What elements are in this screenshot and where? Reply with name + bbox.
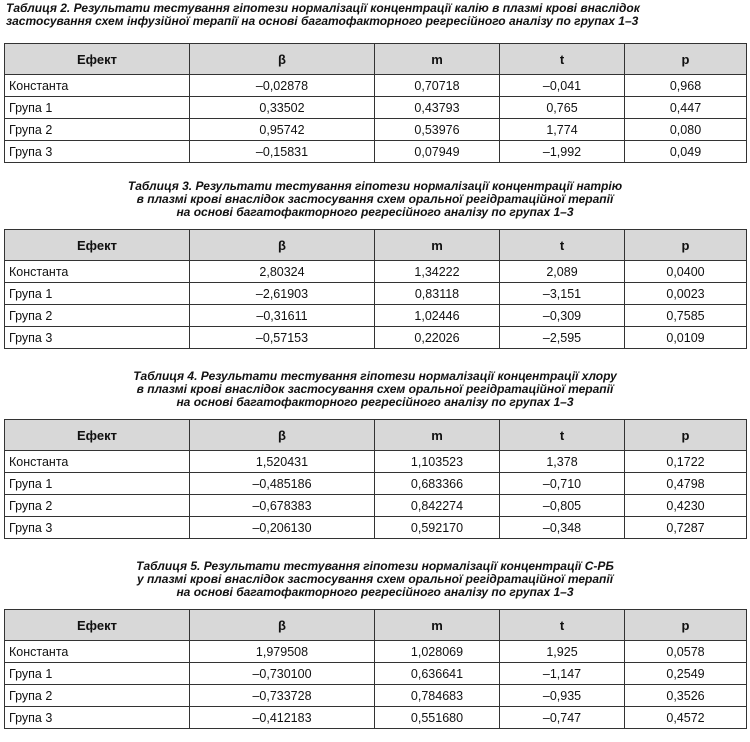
cell-p: 0,0109 xyxy=(625,327,747,349)
cell-m: 0,43793 xyxy=(375,97,500,119)
cell-p: 0,080 xyxy=(625,119,747,141)
cell-t: 0,765 xyxy=(500,97,625,119)
caption-line: на основі багатофакторного регресійного аналізу по групах 1–3 xyxy=(176,205,574,219)
cell-beta: –0,57153 xyxy=(190,327,375,349)
cell-effect: Група 2 xyxy=(5,305,190,327)
col-header-p: p xyxy=(625,610,747,641)
col-header-m: m xyxy=(375,44,500,75)
table-row xyxy=(5,141,747,163)
table-row xyxy=(5,641,747,663)
table-row xyxy=(5,473,747,495)
cell-p: 0,0578 xyxy=(625,641,747,663)
table-row xyxy=(5,283,747,305)
table-5 xyxy=(4,609,747,729)
cell-p: 0,0400 xyxy=(625,261,747,283)
cell-beta: –0,02878 xyxy=(190,75,375,97)
col-header-t: t xyxy=(500,44,625,75)
cell-effect: Група 1 xyxy=(5,473,190,495)
caption-line: застосування схем інфузійної терапії на основі багатофакторного регресійного аналізу по групах 1–3 xyxy=(6,14,639,28)
caption-line: на основі багатофакторного регресійного аналізу по групах 1–3 xyxy=(176,585,574,599)
cell-m: 0,70718 xyxy=(375,75,500,97)
col-header-effect: Ефект xyxy=(5,420,190,451)
cell-effect: Група 3 xyxy=(5,141,190,163)
col-header-t: t xyxy=(500,420,625,451)
col-header-p: p xyxy=(625,44,747,75)
table-2 xyxy=(4,43,747,163)
cell-t: 1,378 xyxy=(500,451,625,473)
cell-m: 0,07949 xyxy=(375,141,500,163)
cell-p: 0,2549 xyxy=(625,663,747,685)
cell-p: 0,7585 xyxy=(625,305,747,327)
table-3-block xyxy=(0,179,750,345)
cell-effect: Група 3 xyxy=(5,327,190,349)
cell-p: 0,7287 xyxy=(625,517,747,539)
table-row xyxy=(5,327,747,349)
cell-t: –1,992 xyxy=(500,141,625,163)
cell-m: 0,784683 xyxy=(375,685,500,707)
cell-t: –0,935 xyxy=(500,685,625,707)
col-header-effect: Ефект xyxy=(5,230,190,261)
cell-t: –0,309 xyxy=(500,305,625,327)
col-header-beta: β xyxy=(190,420,375,451)
cell-t: –0,348 xyxy=(500,517,625,539)
cell-effect: Константа xyxy=(5,641,190,663)
cell-t: –1,147 xyxy=(500,663,625,685)
table-4-caption xyxy=(0,370,750,409)
col-header-m: m xyxy=(375,610,500,641)
cell-beta: –0,730100 xyxy=(190,663,375,685)
cell-m: 0,22026 xyxy=(375,327,500,349)
col-header-p: p xyxy=(625,230,747,261)
cell-p: 0,1722 xyxy=(625,451,747,473)
cell-t: 1,925 xyxy=(500,641,625,663)
caption-line: Таблиця 5. Результати тестування гіпотези нормалізації концентрації С-РБ xyxy=(136,559,614,573)
table-row xyxy=(5,97,747,119)
cell-m: 1,34222 xyxy=(375,261,500,283)
caption-line: Таблиця 2. Результати тестування гіпотези нормалізації концентрації калію в плазмі крові внаслідок xyxy=(6,1,640,15)
table-row xyxy=(5,119,747,141)
cell-p: 0,4572 xyxy=(625,707,747,729)
table-header-row xyxy=(5,610,747,641)
cell-m: 0,551680 xyxy=(375,707,500,729)
col-header-t: t xyxy=(500,610,625,641)
cell-p: 0,4230 xyxy=(625,495,747,517)
cell-m: 0,842274 xyxy=(375,495,500,517)
cell-effect: Група 1 xyxy=(5,283,190,305)
table-row xyxy=(5,451,747,473)
caption-line: у плазмі крові внаслідок застосування схем оральної регідратаційної терапії xyxy=(136,572,614,586)
table-5-block xyxy=(0,559,750,725)
col-header-p: p xyxy=(625,420,747,451)
caption-line: Таблиця 3. Результати тестування гіпотези нормалізації концентрації натрію xyxy=(127,179,623,193)
cell-t: –2,595 xyxy=(500,327,625,349)
cell-p: 0,0023 xyxy=(625,283,747,305)
cell-m: 0,83118 xyxy=(375,283,500,305)
cell-t: –0,805 xyxy=(500,495,625,517)
col-header-beta: β xyxy=(190,44,375,75)
cell-beta: –0,733728 xyxy=(190,685,375,707)
table-4 xyxy=(4,419,747,539)
cell-m: 0,636641 xyxy=(375,663,500,685)
cell-beta: 1,979508 xyxy=(190,641,375,663)
table-row xyxy=(5,305,747,327)
table-row xyxy=(5,517,747,539)
cell-m: 0,53976 xyxy=(375,119,500,141)
table-header-row xyxy=(5,44,747,75)
table-3-caption xyxy=(0,180,750,219)
cell-p: 0,447 xyxy=(625,97,747,119)
table-header-row xyxy=(5,420,747,451)
caption-line: на основі багатофакторного регресійного аналізу по групах 1–3 xyxy=(176,395,574,409)
cell-t: 2,089 xyxy=(500,261,625,283)
cell-m: 0,683366 xyxy=(375,473,500,495)
cell-beta: –0,412183 xyxy=(190,707,375,729)
cell-beta: –0,485186 xyxy=(190,473,375,495)
col-header-effect: Ефект xyxy=(5,44,190,75)
cell-effect: Група 2 xyxy=(5,119,190,141)
table-row xyxy=(5,261,747,283)
caption-line: в плазмі крові внаслідок застосування схем оральної регідратаційної терапії xyxy=(136,192,614,206)
col-header-beta: β xyxy=(190,610,375,641)
cell-effect: Група 1 xyxy=(5,97,190,119)
cell-effect: Група 1 xyxy=(5,663,190,685)
table-row xyxy=(5,75,747,97)
col-header-t: t xyxy=(500,230,625,261)
cell-t: –0,747 xyxy=(500,707,625,729)
cell-beta: –2,61903 xyxy=(190,283,375,305)
col-header-beta: β xyxy=(190,230,375,261)
cell-t: –0,041 xyxy=(500,75,625,97)
cell-effect: Група 3 xyxy=(5,707,190,729)
table-5-caption xyxy=(0,560,750,599)
cell-beta: 0,33502 xyxy=(190,97,375,119)
cell-t: –3,151 xyxy=(500,283,625,305)
cell-effect: Константа xyxy=(5,451,190,473)
table-2-caption xyxy=(0,2,750,28)
cell-t: 1,774 xyxy=(500,119,625,141)
cell-t: –0,710 xyxy=(500,473,625,495)
cell-effect: Група 2 xyxy=(5,685,190,707)
col-header-effect: Ефект xyxy=(5,610,190,641)
cell-effect: Константа xyxy=(5,75,190,97)
col-header-m: m xyxy=(375,420,500,451)
table-row xyxy=(5,707,747,729)
table-2-block xyxy=(0,1,750,159)
cell-p: 0,4798 xyxy=(625,473,747,495)
cell-beta: 2,80324 xyxy=(190,261,375,283)
cell-beta: 0,95742 xyxy=(190,119,375,141)
cell-beta: –0,206130 xyxy=(190,517,375,539)
cell-m: 1,103523 xyxy=(375,451,500,473)
cell-effect: Група 2 xyxy=(5,495,190,517)
cell-effect: Група 3 xyxy=(5,517,190,539)
col-header-m: m xyxy=(375,230,500,261)
cell-beta: –0,678383 xyxy=(190,495,375,517)
table-3 xyxy=(4,229,747,349)
cell-m: 1,02446 xyxy=(375,305,500,327)
caption-line: в плазмі крові внаслідок застосування схем оральної регідратаційної терапії xyxy=(136,382,614,396)
cell-effect: Константа xyxy=(5,261,190,283)
table-row xyxy=(5,495,747,517)
cell-p: 0,3526 xyxy=(625,685,747,707)
cell-beta: –0,31611 xyxy=(190,305,375,327)
table-header-row xyxy=(5,230,747,261)
table-4-block xyxy=(0,369,750,535)
cell-beta: 1,520431 xyxy=(190,451,375,473)
cell-m: 0,592170 xyxy=(375,517,500,539)
cell-beta: –0,15831 xyxy=(190,141,375,163)
table-row xyxy=(5,663,747,685)
caption-line: Таблиця 4. Результати тестування гіпотези нормалізації концентрації хлору xyxy=(133,369,617,383)
cell-p: 0,968 xyxy=(625,75,747,97)
table-row xyxy=(5,685,747,707)
cell-p: 0,049 xyxy=(625,141,747,163)
cell-m: 1,028069 xyxy=(375,641,500,663)
